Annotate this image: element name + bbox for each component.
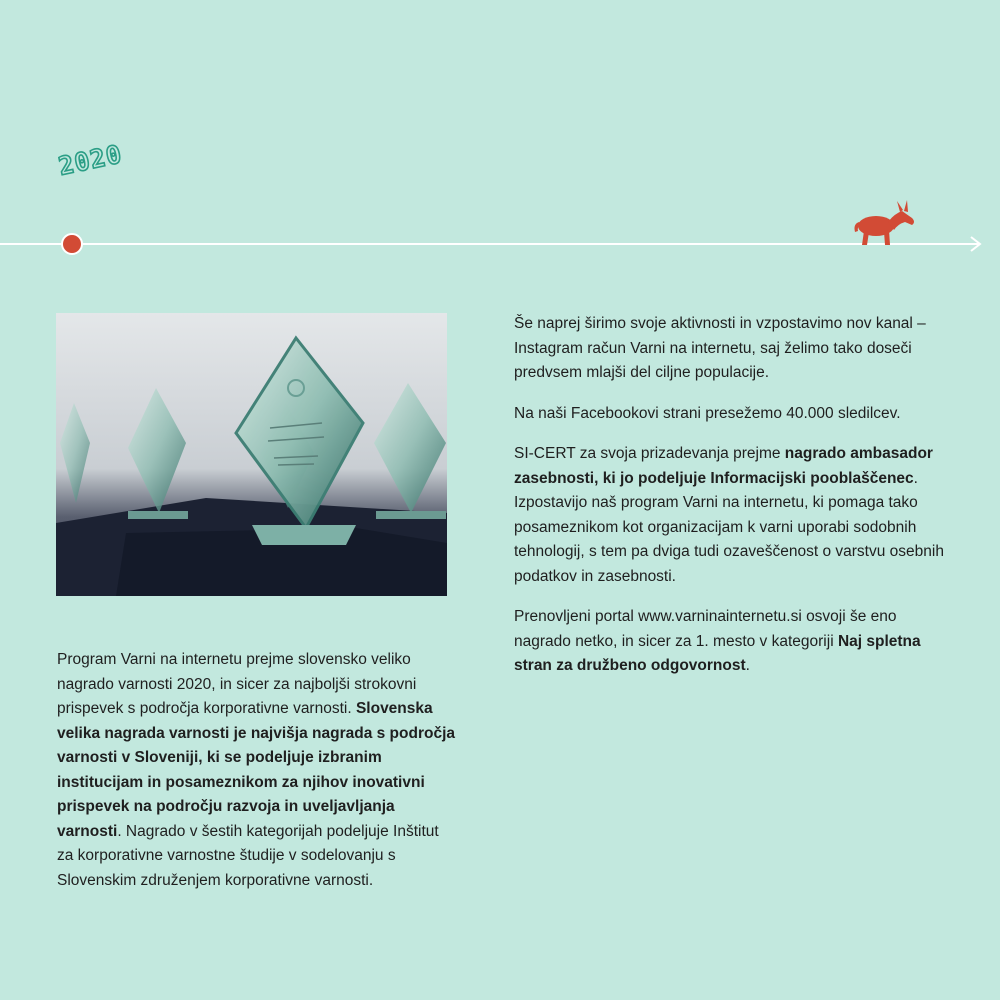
paragraph: [514, 605, 944, 679]
bold-text: Slovenska velika nagrada varnosti je najvišja nagrada s področja varnosti v Sloveniji, ki se podeljuje izbranim institucijam in posameznikom za njihov inovativni prispevek na področju razvoja in uveljavljanja varnosti: [57, 700, 455, 840]
bold-text: nagrado ambasador zasebnosti, ki jo podeljuje Informacijski pooblaščenec: [514, 445, 933, 487]
timeline-marker: [62, 234, 82, 254]
award-photo: [56, 313, 447, 596]
text-span: Prenovljeni portal www.varninainternetu.si osvoji še eno nagrado netko, in sicer za 1. mesto v kategoriji: [514, 608, 897, 650]
paragraph: Na naši Facebookovi strani presežemo 40.000 sledilcev.: [514, 404, 901, 422]
paragraph: [57, 648, 457, 893]
paragraph: [514, 442, 944, 589]
bold-text: Naj spletna stran za družbeno odgovornost: [514, 632, 921, 674]
text-span: . Izpostavijo naš program Varni na internetu, ki pomaga tako posameznikom kot organizacijam k varni uporabi sodobnih tehnologij, s tem pa dviga tudi ozaveščenost o varstvu osebnih podatkov in zasebnosti.: [514, 469, 944, 585]
text-span: .: [745, 657, 750, 674]
left-column-text: [57, 648, 457, 909]
trophies-image: [56, 313, 447, 596]
paragraph: Še naprej širimo svoje aktivnosti in vzpostavimo nov kanal – Instagram račun Varni na internetu, saj želimo tako doseči predvsem mlajši del ciljne populacije.: [514, 315, 926, 381]
text-span: Program Varni na internetu prejme slovensko veliko nagrado varnosti 2020, in sicer za najboljši strokovni prispevek s področja korporativne varnosti.: [57, 651, 417, 717]
right-column-text: [514, 312, 944, 695]
text-span: . Nagrado v šestih kategorijah podeljuje Inštitut za korporativne varnostne študije v sodelovanju s Slovenskim združenjem korporativne varnosti.: [57, 822, 439, 889]
text-span: SI-CERT za svoja prizadevanja prejme: [514, 445, 785, 462]
year-label: 2020: [55, 139, 125, 181]
donkey-icon: [850, 198, 922, 248]
